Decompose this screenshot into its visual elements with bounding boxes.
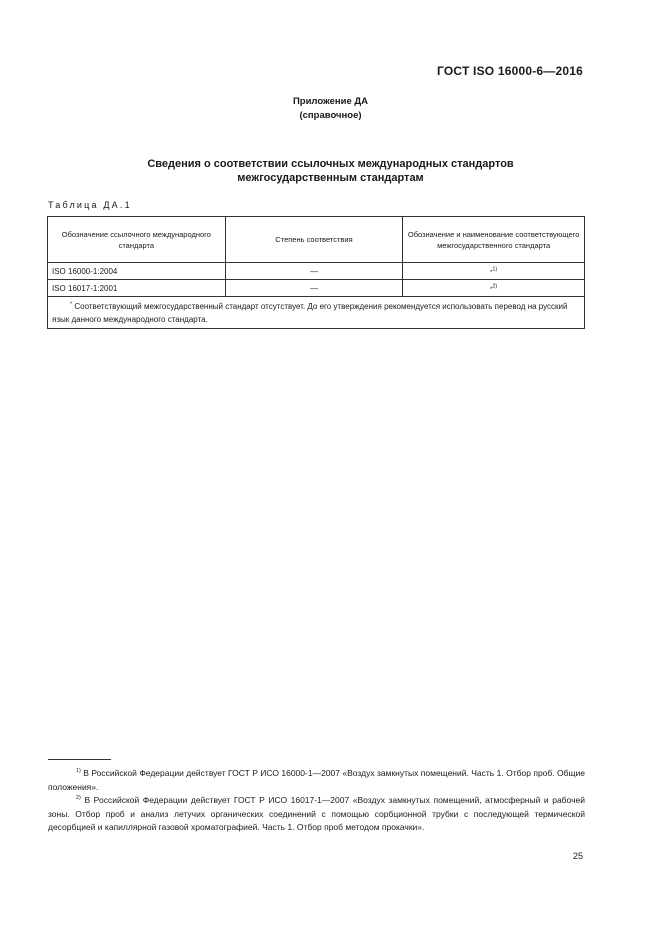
footnotes	[48, 767, 585, 835]
footnote-ref: 2)	[492, 282, 498, 289]
footnote-text: В Российской Федерации действует ГОСТ Р ИСО 16000-1—2007 «Воздух замкнутых помещений. Часть 1. Отбор проб. Общие положения».	[48, 768, 585, 792]
table-row	[48, 263, 585, 280]
section-title-line2: межгосударственным стандартам	[237, 172, 424, 184]
footnote-text: В Российской Федерации действует ГОСТ Р ИСО 16017-1—2007 «Воздух замкнутых помещений, атмосферный и рабочей зоны. Отбор проб и анализ летучих органических соединений с помощью сорбционной трубки с последующей термической десорбцией и капиллярной газовой хроматографией. Часть 1. Отбор проб методом прокачки».	[48, 795, 585, 832]
header-reference-standard: Обозначение ссылочного международного стандарта	[48, 217, 226, 263]
page-number: 25	[572, 851, 583, 861]
footnote-separator	[48, 759, 111, 760]
footnote-ref: 1)	[492, 265, 498, 272]
footnote-item	[48, 767, 585, 794]
section-title	[0, 157, 661, 185]
header-degree-of-conformity: Степень соответствия	[225, 217, 403, 263]
header-interstate-standard: Обозначение и наименование соответствующего межгосударственного стандарта	[403, 217, 585, 263]
cell-interstate	[403, 263, 585, 280]
annex-heading	[0, 95, 661, 123]
section-title-line1: Сведения о соответствии ссылочных международных стандартов	[147, 158, 514, 170]
table-note	[48, 297, 585, 329]
absent-mark: *	[490, 286, 493, 293]
cell-standard: ISO 16000-1:2004	[48, 263, 226, 280]
annex-subtitle: (справочное)	[299, 110, 362, 121]
table-note-row	[48, 297, 585, 329]
footnote-marker: 1)	[76, 768, 81, 775]
note-text: Соответствующий межгосударственный стандарт отсутствует. До его утверждения рекомендуется использовать перевод на русский язык данного международного стандарта.	[52, 302, 568, 324]
cell-degree: —	[225, 280, 403, 297]
table-header-row	[48, 217, 585, 263]
footnote-item	[48, 794, 585, 835]
table-caption: Таблица ДА.1	[48, 200, 132, 210]
document-code-header: ГОСТ ISO 16000-6—2016	[437, 64, 583, 78]
cell-interstate	[403, 280, 585, 297]
annex-title: Приложение ДА	[292, 96, 369, 107]
cell-standard: ISO 16017-1:2001	[48, 280, 226, 297]
cell-degree: —	[225, 263, 403, 280]
footnote-marker: 2)	[76, 795, 81, 802]
absent-mark: *	[490, 269, 493, 276]
note-mark: *	[70, 301, 73, 308]
standards-correspondence-table	[47, 216, 585, 329]
table-row	[48, 280, 585, 297]
